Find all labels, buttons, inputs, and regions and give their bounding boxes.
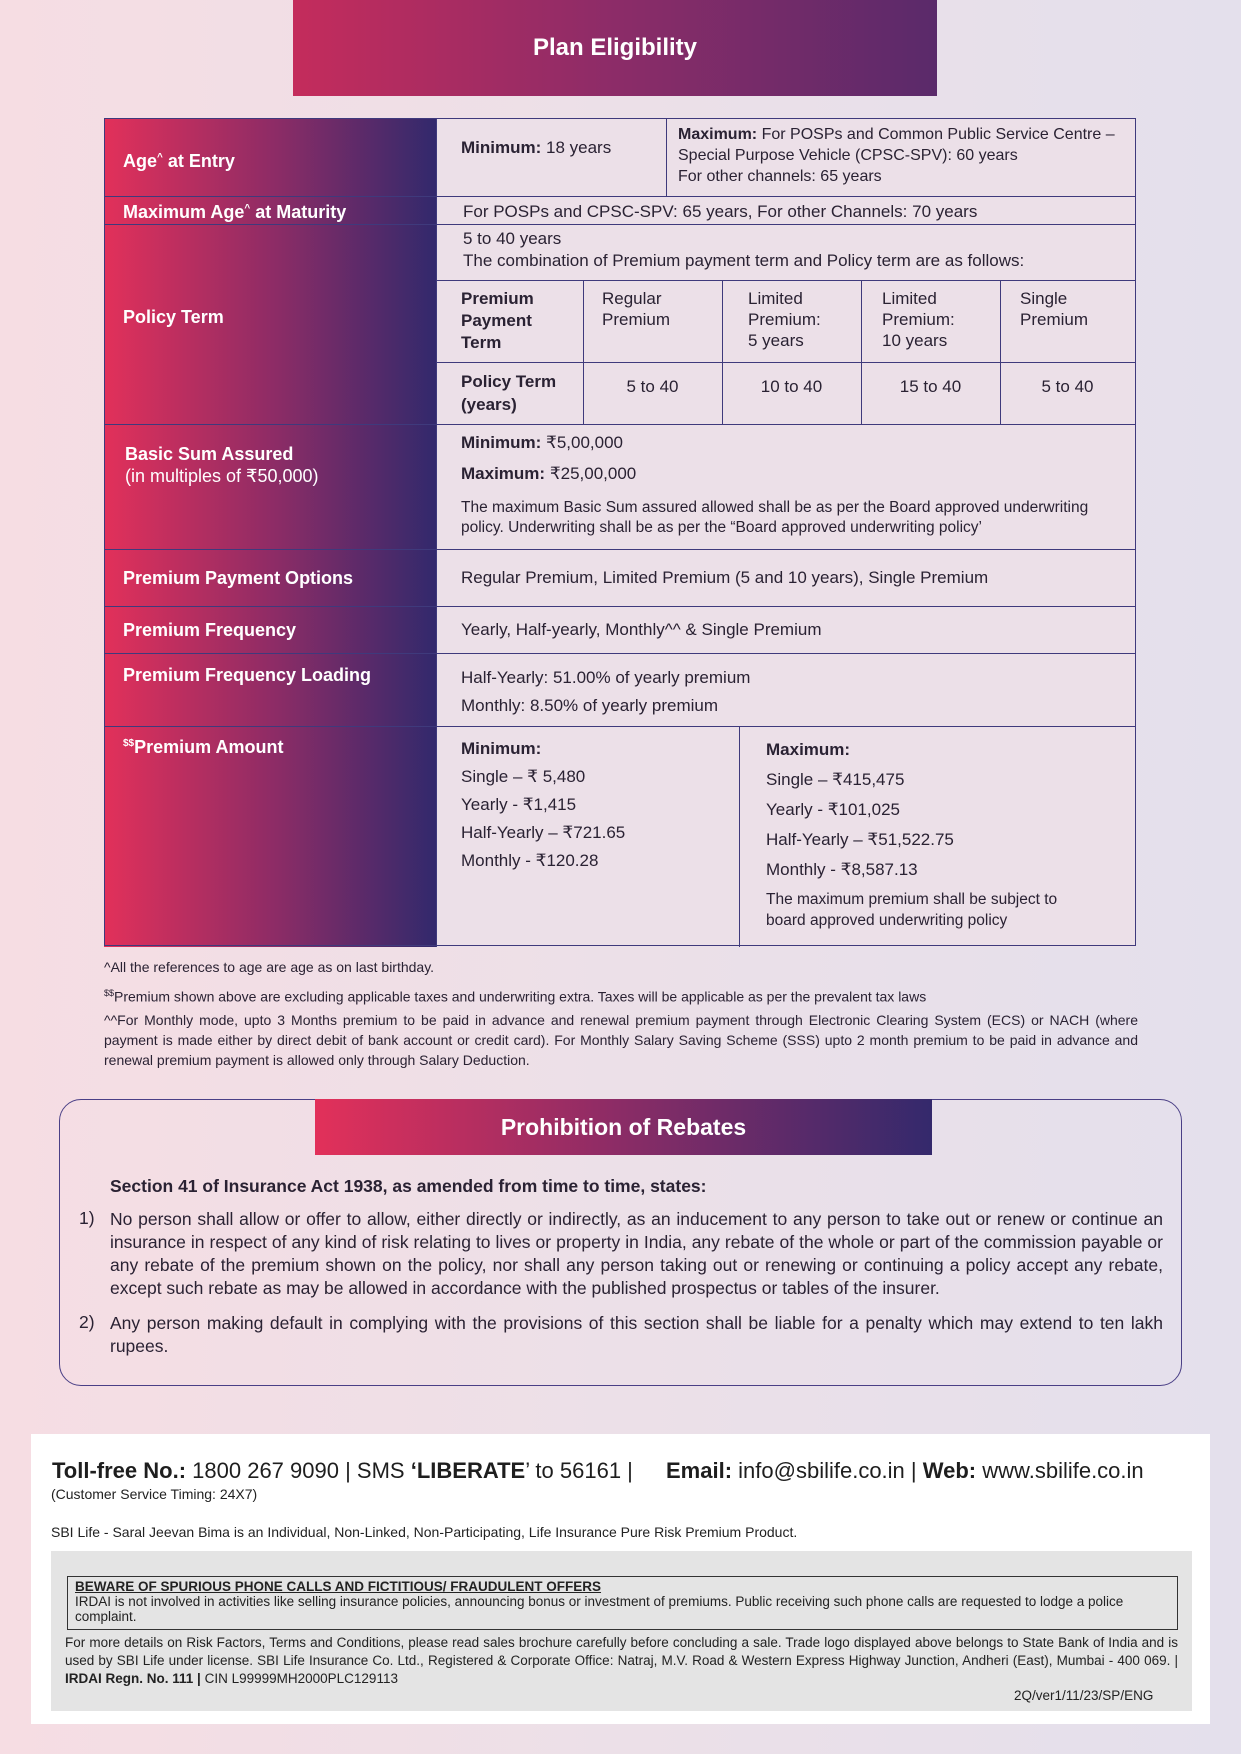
note-age: ^All the references to age are age as on last birthday. (104, 959, 435, 975)
min-line: Yearly - ₹1,415 (461, 795, 577, 814)
page-title: Plan Eligibility (293, 0, 937, 96)
contact-line (52, 1458, 633, 1484)
product-description: SBI Life - Saral Jeevan Bima is an Individual, Non-Linked, Non-Participating, Life Insurance Pure Risk Premium Product. (51, 1524, 798, 1540)
note-line: policy. Underwriting shall be as per the “Board approved underwriting policy’ (461, 519, 982, 536)
term-value: 5 to 40 (1041, 377, 1094, 396)
min-value: ₹5,00,000 (546, 433, 624, 452)
row-value (437, 550, 1136, 607)
row-value (437, 197, 1136, 225)
max-value: ₹25,00,000 (549, 464, 637, 483)
max-age-value: For POSPs and CPSC-SPV: 65 years, For other Channels: 70 years (463, 202, 978, 221)
document-code: 2Q/ver1/11/23/SP/ENG (1014, 1688, 1154, 1703)
loading-line: Monthly: 8.50% of yearly premium (461, 696, 718, 715)
label-text: Age (123, 151, 158, 171)
column-header: Regular Premium (602, 289, 671, 329)
max-line: Single – ₹415,475 (766, 770, 905, 789)
rebate-item: Any person making default in complying with the provisions of this section shall be liable for a penalty which may extend to ten lakh rupees. (110, 1313, 1163, 1356)
row-premium-amount (104, 726, 1136, 947)
email-label: Email: (666, 1458, 733, 1483)
loading-line: Half-Yearly: 51.00% of yearly premium (461, 668, 751, 687)
term-value: 15 to 40 (899, 377, 962, 396)
label-text: Premium Frequency (123, 620, 297, 640)
max-line: Monthly - ₹8,587.13 (766, 860, 918, 879)
note-line: board approved underwriting policy (766, 912, 1008, 929)
email-link[interactable]: info@sbilife.co.in (738, 1458, 905, 1483)
max-line: For other channels: 65 years (678, 168, 882, 185)
row-frequency-loading (104, 653, 1136, 727)
row-policy-term (104, 224, 1136, 425)
label-text: Maximum Age (123, 202, 245, 222)
row-label (104, 425, 437, 550)
label-text: Premium Payment Options (123, 568, 354, 588)
fraud-warning (67, 1576, 1178, 1630)
note-line: The maximum premium shall be subject to (766, 891, 1058, 908)
web-link[interactable]: www.sbilife.co.in (982, 1458, 1144, 1483)
max-line: For POSPs and Common Public Service Centre – (761, 126, 1115, 143)
max-line: Half-Yearly – ₹51,522.75 (766, 830, 954, 849)
row-label (104, 607, 437, 654)
max-label: Maximum: (678, 126, 758, 143)
row-sum-assured (104, 424, 1136, 550)
row-payment-options (104, 549, 1136, 607)
label-sup: ^ (244, 203, 251, 214)
row-value (437, 225, 1136, 425)
max-line: Yearly - ₹101,025 (766, 800, 900, 819)
row-label (104, 550, 437, 607)
min-label: Minimum: (461, 138, 542, 157)
label-text: Basic Sum Assured (125, 444, 294, 464)
max-line: Special Purpose Vehicle (CPSC-SPV): 60 years (678, 147, 1018, 164)
separator: | (910, 1458, 917, 1483)
service-timing: (Customer Service Timing: 24X7) (51, 1486, 258, 1502)
tollfree-label: Toll-free No.: (52, 1458, 187, 1483)
rebates-title: Prohibition of Rebates (315, 1099, 932, 1155)
payment-options-value: Regular Premium, Limited Premium (5 and 10 years), Single Premium (461, 568, 989, 587)
note-line: The maximum Basic Sum assured allowed shall be as per the Board approved underwriting (461, 499, 1089, 516)
item-number: 1) (79, 1208, 95, 1228)
row-age-entry (104, 118, 1136, 196)
irdai-regn: IRDAI Regn. No. 111 | (65, 1671, 201, 1686)
frequency-value: Yearly, Half-yearly, Monthly^^ & Single Premium (461, 620, 822, 639)
sms-text: | SMS (345, 1458, 411, 1483)
sms-text: ’ to 56161 | (525, 1458, 633, 1483)
note-monthly: ^^For Monthly mode, upto 3 Months premium to be paid in advance and renewal premium payment through Electronic Clearing System (ECS) or NACH (where payment is made either by direct debit of bank account or credit card). For Monthly Salary Saving Scheme (SSS) upto 2 month premium to be paid in advance and renewal premium payment is allowed only through Salary Deduction. (104, 1012, 1138, 1068)
label-text: Policy Term (123, 307, 224, 327)
column-header: Single Premium (1020, 289, 1089, 329)
row-value (437, 654, 1136, 727)
label-text: at Entry (162, 151, 235, 171)
row-max-age (104, 196, 1136, 225)
term-value: 10 to 40 (760, 377, 823, 396)
label-text: Premium Frequency Loading (123, 665, 372, 685)
min-label: Minimum: (461, 433, 542, 452)
web-contact (666, 1458, 1144, 1484)
row-value (437, 118, 1136, 196)
ppt-header: Premium Payment Term (461, 289, 534, 352)
note-sup: $$ (104, 988, 115, 998)
row-label (104, 197, 437, 225)
details-block (65, 1634, 1178, 1688)
min-line: Half-Yearly – ₹721.65 (461, 823, 626, 842)
cin-number: CIN L99999MH2000PLC129113 (204, 1671, 398, 1686)
rebates-section: Section 41 of Insurance Act 1938, as amended from time to time, states: (110, 1176, 707, 1196)
sms-quote: ‘ (410, 1458, 417, 1483)
row-value (437, 607, 1136, 654)
label-sup: $$ (123, 738, 135, 749)
max-label: Maximum: (461, 464, 546, 483)
label-text: at Maturity (250, 202, 347, 222)
eligibility-table (104, 118, 1136, 946)
min-title: Minimum: (461, 739, 542, 758)
warning-title: BEWARE OF SPURIOUS PHONE CALLS AND FICTITIOUS/ FRAUDULENT OFFERS (75, 1579, 602, 1594)
note-premium: Premium shown above are excluding applicable taxes and underwriting extra. Taxes will be applicable as per the prevalent tax laws (114, 988, 927, 1005)
min-value: 18 years (546, 138, 612, 157)
item-number: 2) (79, 1312, 95, 1332)
term-line: The combination of Premium payment term and Policy term are as follows: (463, 251, 1025, 270)
row-label (104, 118, 437, 196)
column-header: Limited Premium: 5 years (748, 289, 821, 350)
min-line: Monthly - ₹120.28 (461, 851, 599, 870)
warning-text: IRDAI is not involved in activities like selling insurance policies, announcing bonus or investment of premiums. Public receiving such phone calls are requested to lodge a police complaint. (75, 1594, 1124, 1624)
max-title: Maximum: (766, 740, 851, 759)
row-frequency (104, 606, 1136, 654)
pt-header: Policy Term (years) (461, 372, 557, 414)
min-line: Single – ₹ 5,480 (461, 767, 586, 786)
term-value: 5 to 40 (626, 377, 679, 396)
label-subtext: (in multiples of ₹50,000) (125, 466, 319, 486)
sms-keyword: LIBERATE (416, 1458, 526, 1483)
web-label: Web: (922, 1458, 977, 1483)
term-line: 5 to 40 years (463, 229, 562, 248)
row-value (437, 727, 1136, 947)
column-header: Limited Premium: 10 years (882, 289, 955, 350)
row-label (104, 727, 437, 947)
label-sup: ^ (157, 152, 163, 163)
row-label (104, 225, 437, 425)
details-text: For more details on Risk Factors, Terms and Conditions, please read sales brochure carefully before concluding a sale. Trade logo displayed above belongs to State Bank of India and is used by SBI Life under license. SBI Life Insurance Co. Ltd., Registered & Corporate Office: Natraj, M.V. Road & Western Express Highway Junction, Andheri (East), Mumbai - 400 069. | (65, 1635, 1178, 1668)
row-value (437, 425, 1136, 550)
row-label (104, 654, 437, 727)
label-text: Premium Amount (134, 737, 284, 757)
rebate-item: No person shall allow or offer to allow, either directly or indirectly, as an inducement to any person to take out or renew or continue an insurance in respect of any kind of risk relating to lives or property in India, any rebate of the whole or part of the commission payable or any rebate of the premium shown on the policy, nor shall any person taking out or renewing or continuing a policy accept any rebate, except such rebate as may be allowed in accordance with the published prospectus or tables of the insurer. (110, 1209, 1163, 1298)
tollfree-number[interactable]: 1800 267 9090 (192, 1458, 339, 1483)
